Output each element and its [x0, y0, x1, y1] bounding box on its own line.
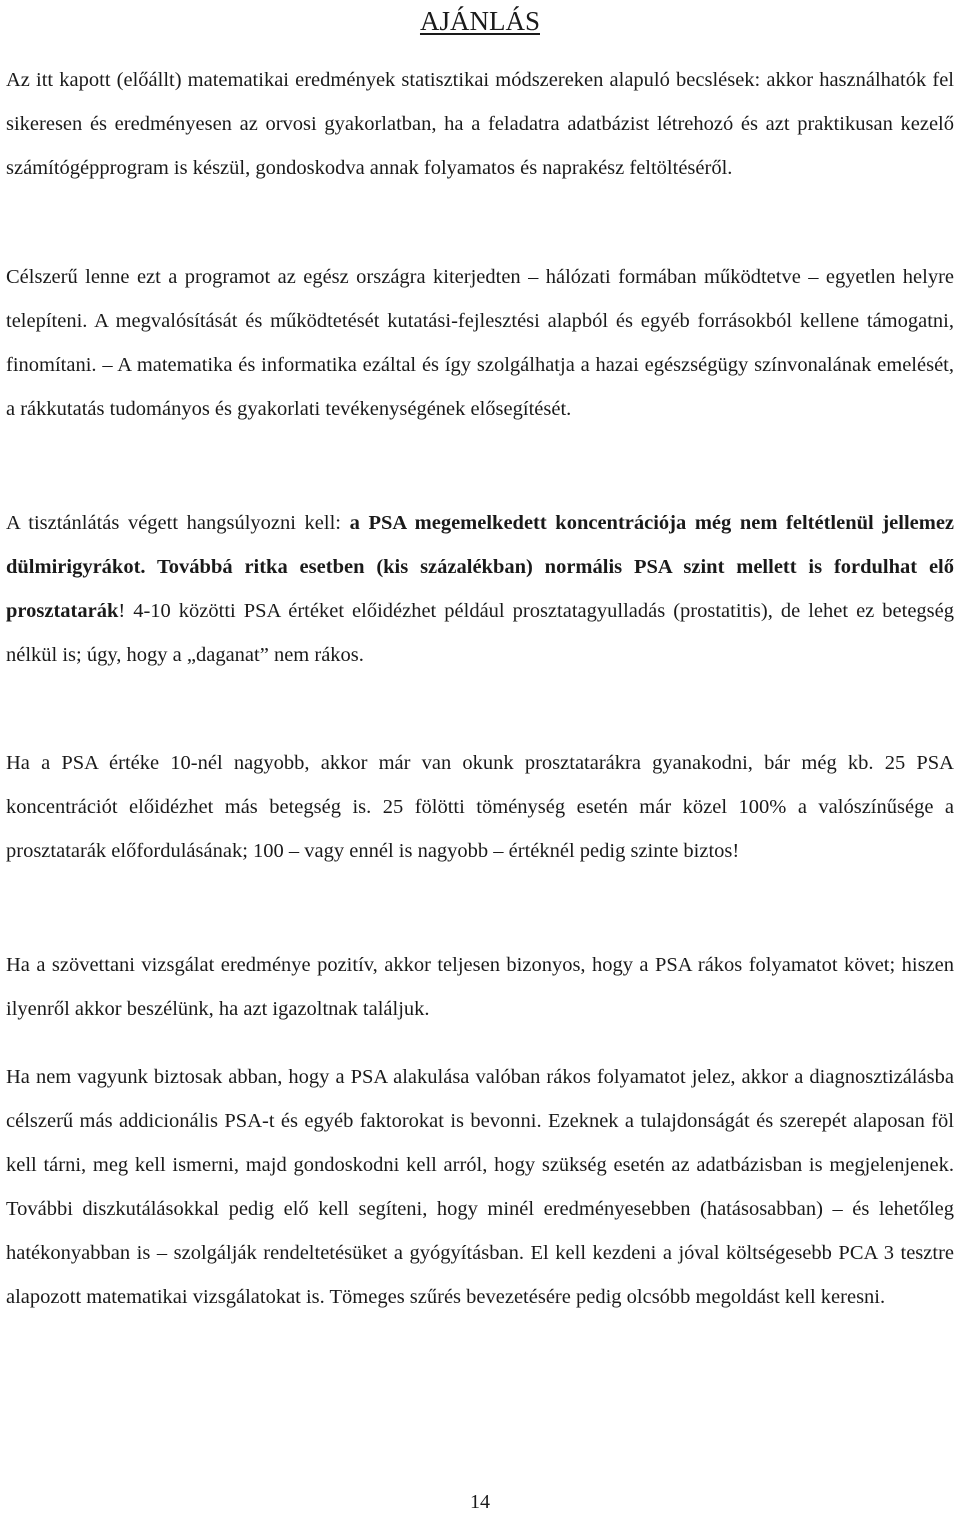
page-title: AJÁNLÁS — [419, 6, 540, 36]
paragraph-4: Ha a PSA értéke 10-nél nagyobb, akkor már van okunk prosztatarákra gyanakodni, bár még kb. 25 PSA koncentrációt előidézhet más betegség is. 25 fölötti töménység esetén már közel 100% a valószínűsége a prosztatarák előfordulásának; 100 – vagy ennél is nagyobb – értéknél pedig szinte biztos! — [6, 752, 954, 862]
paragraph-6: Ha nem vagyunk biztosak abban, hogy a PSA alakulása valóban rákos folyamatot jelez, akkor a diagnosztizálásba célszerű más addicionális PSA-t és egyéb faktorokat is bevonni. Ezeknek a tulajdonságát és szerepét alaposan föl kell tárni, meg kell ismerni, majd gondoskodni kell arról, hogy szükség esetén az adatbázisban is megjelenjenek. További diszkutálásokkal pedig elő kell segíteni, hogy minél eredményesebben (hatásosabban) – és lehetőleg hatékonyabban is – szolgálják rendeltetésüket a gyógyításban. El kell kezdeni a jóval költségesebb PCA 3 tesztre alapozott matematikai vizsgálatokat is. Tömeges szűrés bevezetésére pedig olcsóbb megoldást kell keresni. — [6, 1066, 954, 1308]
paragraph-5: Ha a szövettani vizsgálat eredménye pozitív, akkor teljesen bizonyos, hogy a PSA rákos folyamatot követ; hiszen ilyenről akkor beszélünk, ha azt igazoltnak találjuk. — [6, 954, 954, 1020]
paragraph-3-intro: A tisztánlátás végett hangsúlyozni kell: — [6, 512, 350, 534]
paragraph-3 — [6, 501, 954, 677]
paragraph-3-rest: ! 4-10 közötti PSA értéket előidézhet például prosztatagyulladás (prostatitis), de lehet ez betegség nélkül is; úgy, hogy a „daganat” nem rákos. — [6, 600, 954, 666]
page-number: 14 — [470, 1491, 490, 1513]
paragraph-2: Célszerű lenne ezt a programot az egész országra kiterjedten – hálózati formában működtetve – egyetlen helyre telepíteni. A megvalósítását és működtetését kutatási-fejlesztési alapból és egyéb forrásokból kellene támogatni, finomítani. – A matematika és informatika ezáltal és így szolgálhatja a hazai egészségügy színvonalának emelését, a rákkutatás tudományos és gyakorlati tevékenységének elősegítését. — [6, 266, 954, 420]
paragraph-1: Az itt kapott (előállt) matematikai eredmények statisztikai módszereken alapuló becslések: akkor használhatók fel sikeresen és eredményesen az orvosi gyakorlatban, ha a feladatra adatbázist létrehozó és azt praktikusan kezelő számítógépprogram is készül, gondoskodva annak folyamatos és naprakész feltöltéséről. — [6, 69, 954, 179]
paragraph-3-bold: a PSA megemelkedett koncentrációja még nem feltétlenül jellemez dülmirigyrákot. Továbbá ritka esetben (kis százalékban) normális PSA szint mellett is fordulhat elő prosztatarák — [6, 512, 955, 622]
